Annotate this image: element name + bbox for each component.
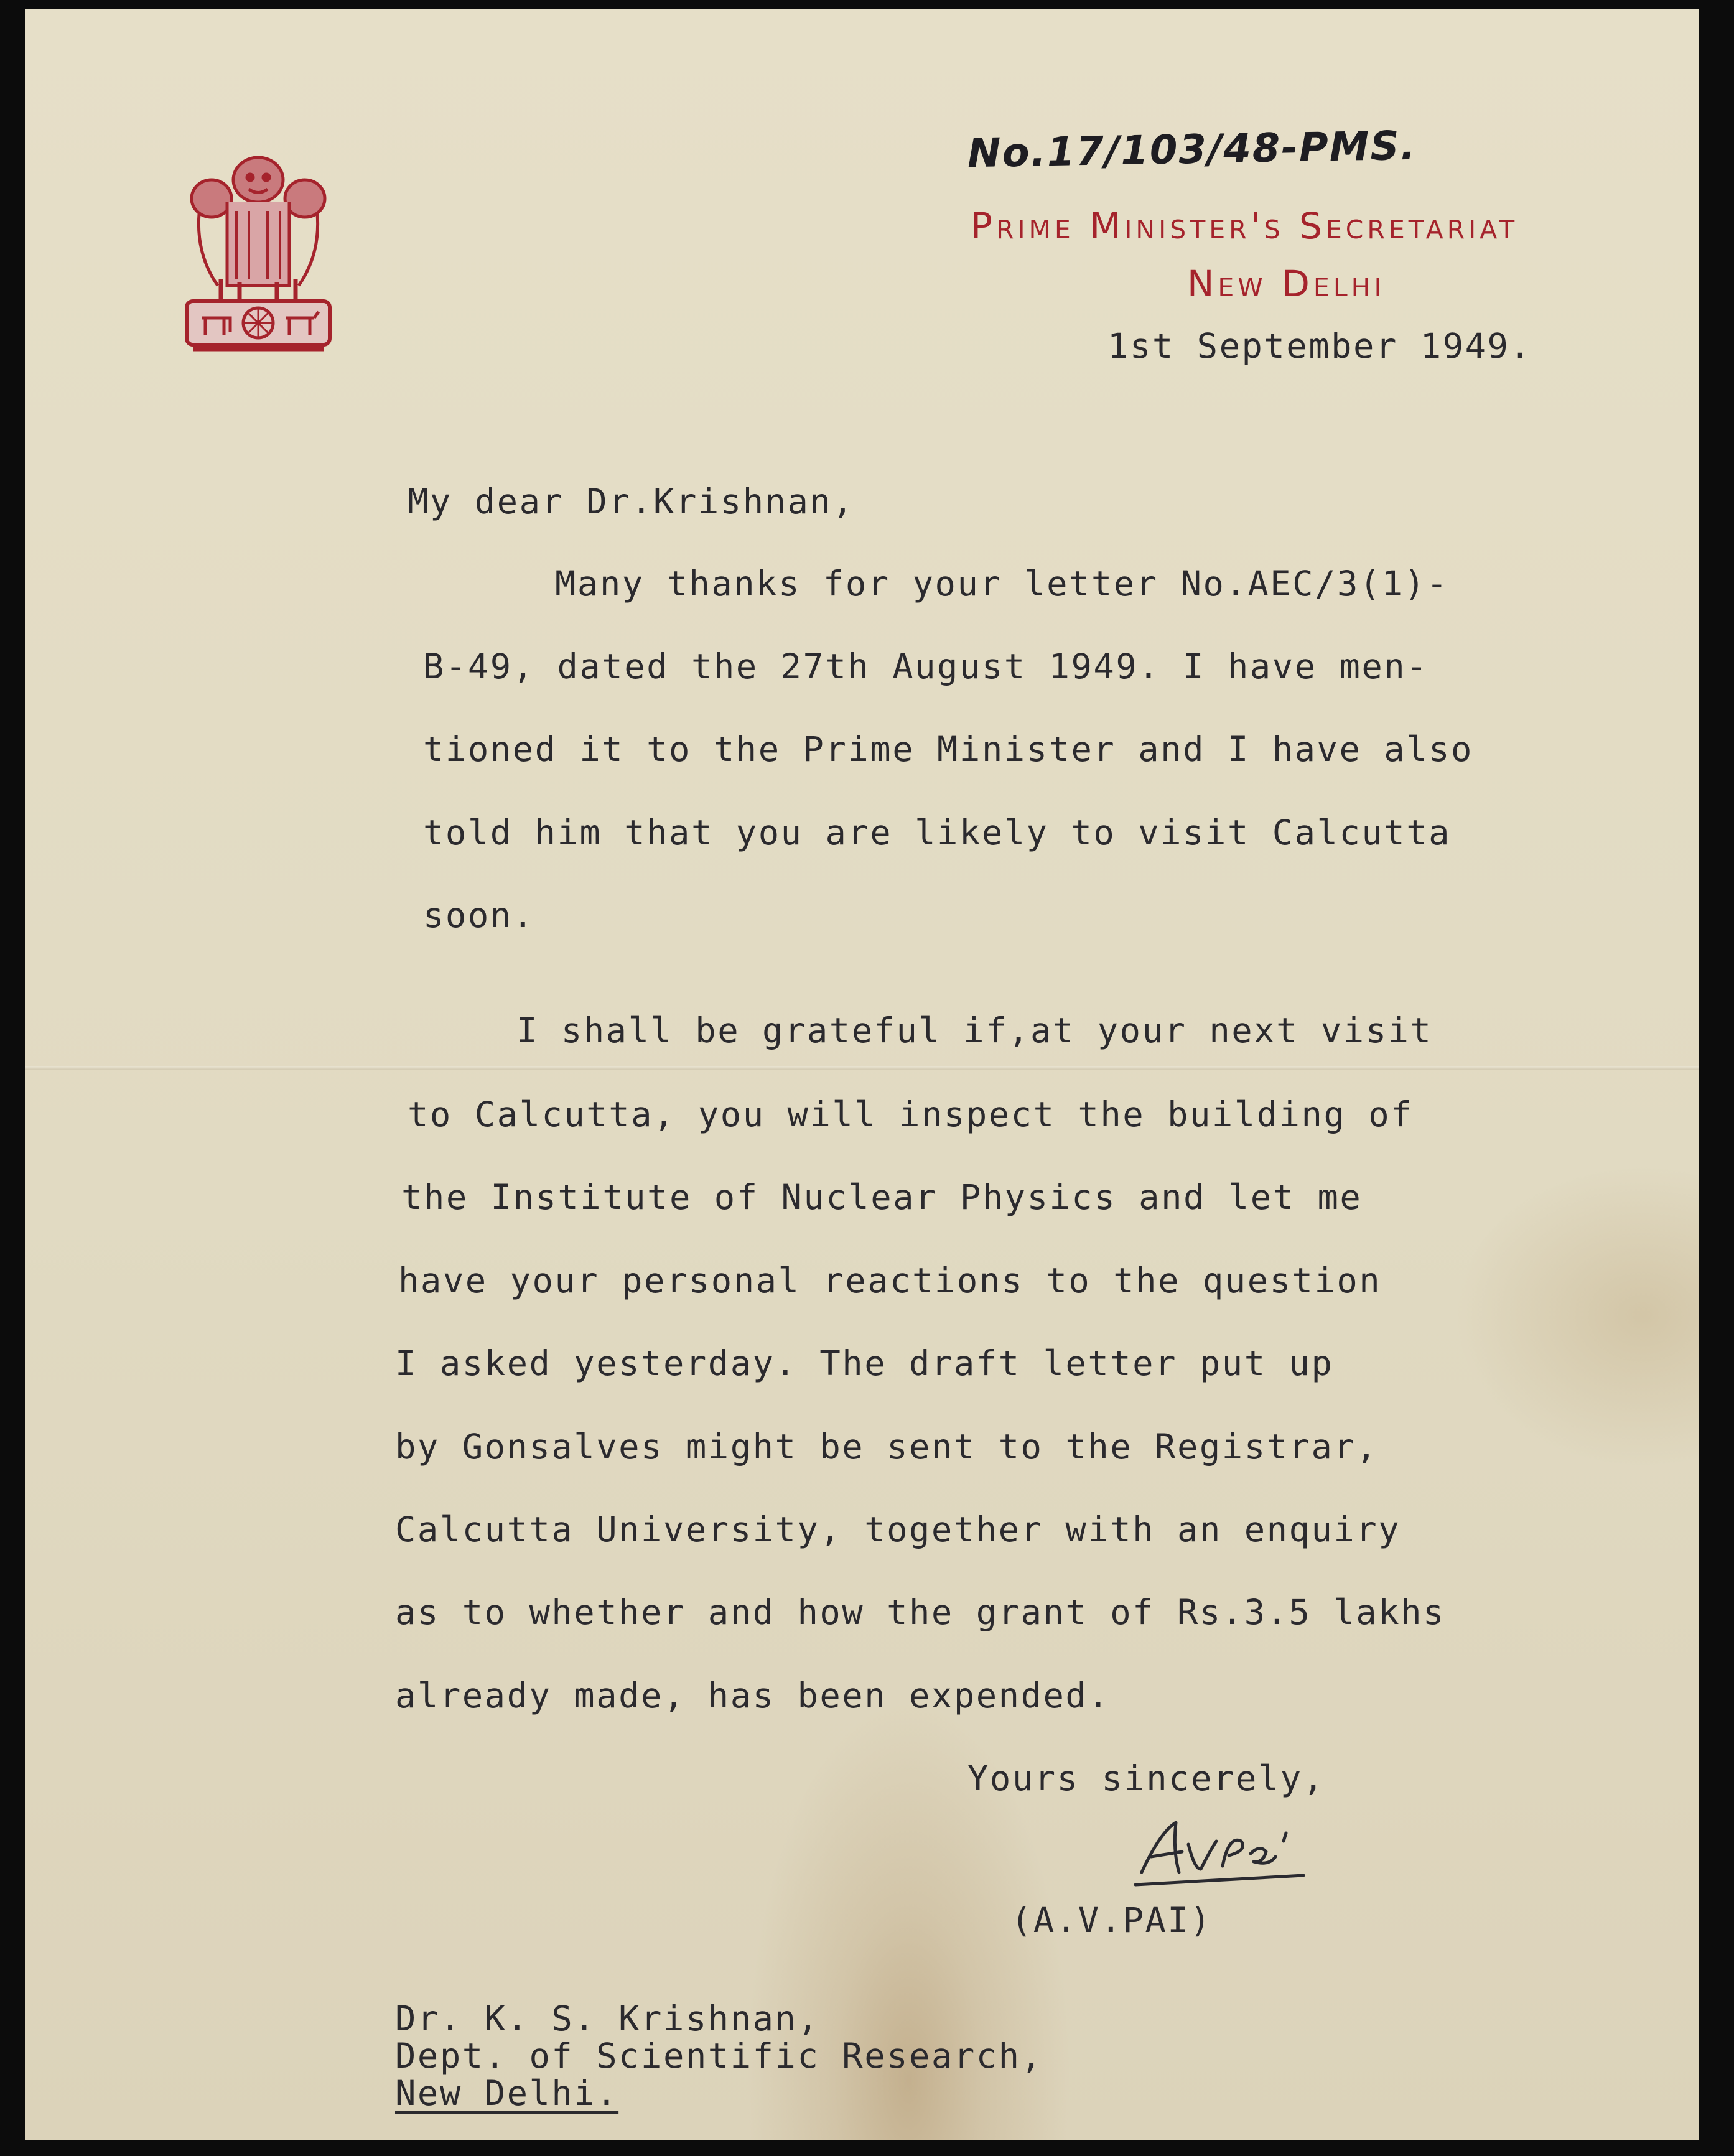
paragraph2-line: the Institute of Nuclear Physics and let me bbox=[401, 1177, 1363, 1218]
paragraph2-line: already made, has been expended. bbox=[395, 1676, 1111, 1716]
paragraph1-line: told him that you are likely to visit Calcutta bbox=[423, 813, 1452, 853]
letter-date: 1st September 1949. bbox=[1107, 326, 1532, 366]
paper-fold bbox=[25, 1066, 1699, 1070]
salutation: My dear Dr.Krishnan, bbox=[408, 482, 855, 522]
paragraph2-line: to Calcutta, you will inspect the building of bbox=[408, 1094, 1414, 1135]
paragraph2-line: I shall be grateful if,at your next visit bbox=[516, 1010, 1433, 1051]
paragraph1-line: soon. bbox=[423, 895, 535, 936]
paragraph1-line: B-49, dated the 27th August 1949. I have men- bbox=[423, 646, 1429, 687]
signatory-name: (A.V.PAI) bbox=[1011, 1900, 1213, 1941]
paragraph2-line: as to whether and how the grant of Rs.3.5 lakhs bbox=[395, 1592, 1445, 1633]
state-emblem-icon bbox=[174, 155, 342, 360]
paragraph2-line: by Gonsalves might be sent to the Registrar, bbox=[395, 1427, 1379, 1467]
letterhead-office: Prime Minister's Secretariat bbox=[971, 205, 1519, 247]
reference-number: No.17/103/48-PMS. bbox=[967, 123, 1417, 177]
letterhead-city: New Delhi bbox=[1187, 263, 1386, 305]
paragraph2-line: Calcutta University, together with an enquiry bbox=[395, 1510, 1401, 1550]
paragraph1-line: tioned it to the Prime Minister and I have also bbox=[423, 729, 1473, 770]
paragraph1-line: Many thanks for your letter No.AEC/3(1)- bbox=[555, 564, 1449, 604]
paragraph2-line: I asked yesterday. The draft letter put up bbox=[395, 1343, 1334, 1384]
recipient-department: Dept. of Scientific Research, bbox=[395, 2036, 1043, 2076]
paragraph2-line: have your personal reactions to the question bbox=[398, 1261, 1382, 1301]
recipient-name: Dr. K. S. Krishnan, bbox=[395, 1999, 820, 2039]
letter-page bbox=[25, 9, 1699, 2140]
recipient-city: New Delhi. bbox=[395, 2073, 619, 2114]
closing: Yours sincerely, bbox=[967, 1758, 1325, 1799]
